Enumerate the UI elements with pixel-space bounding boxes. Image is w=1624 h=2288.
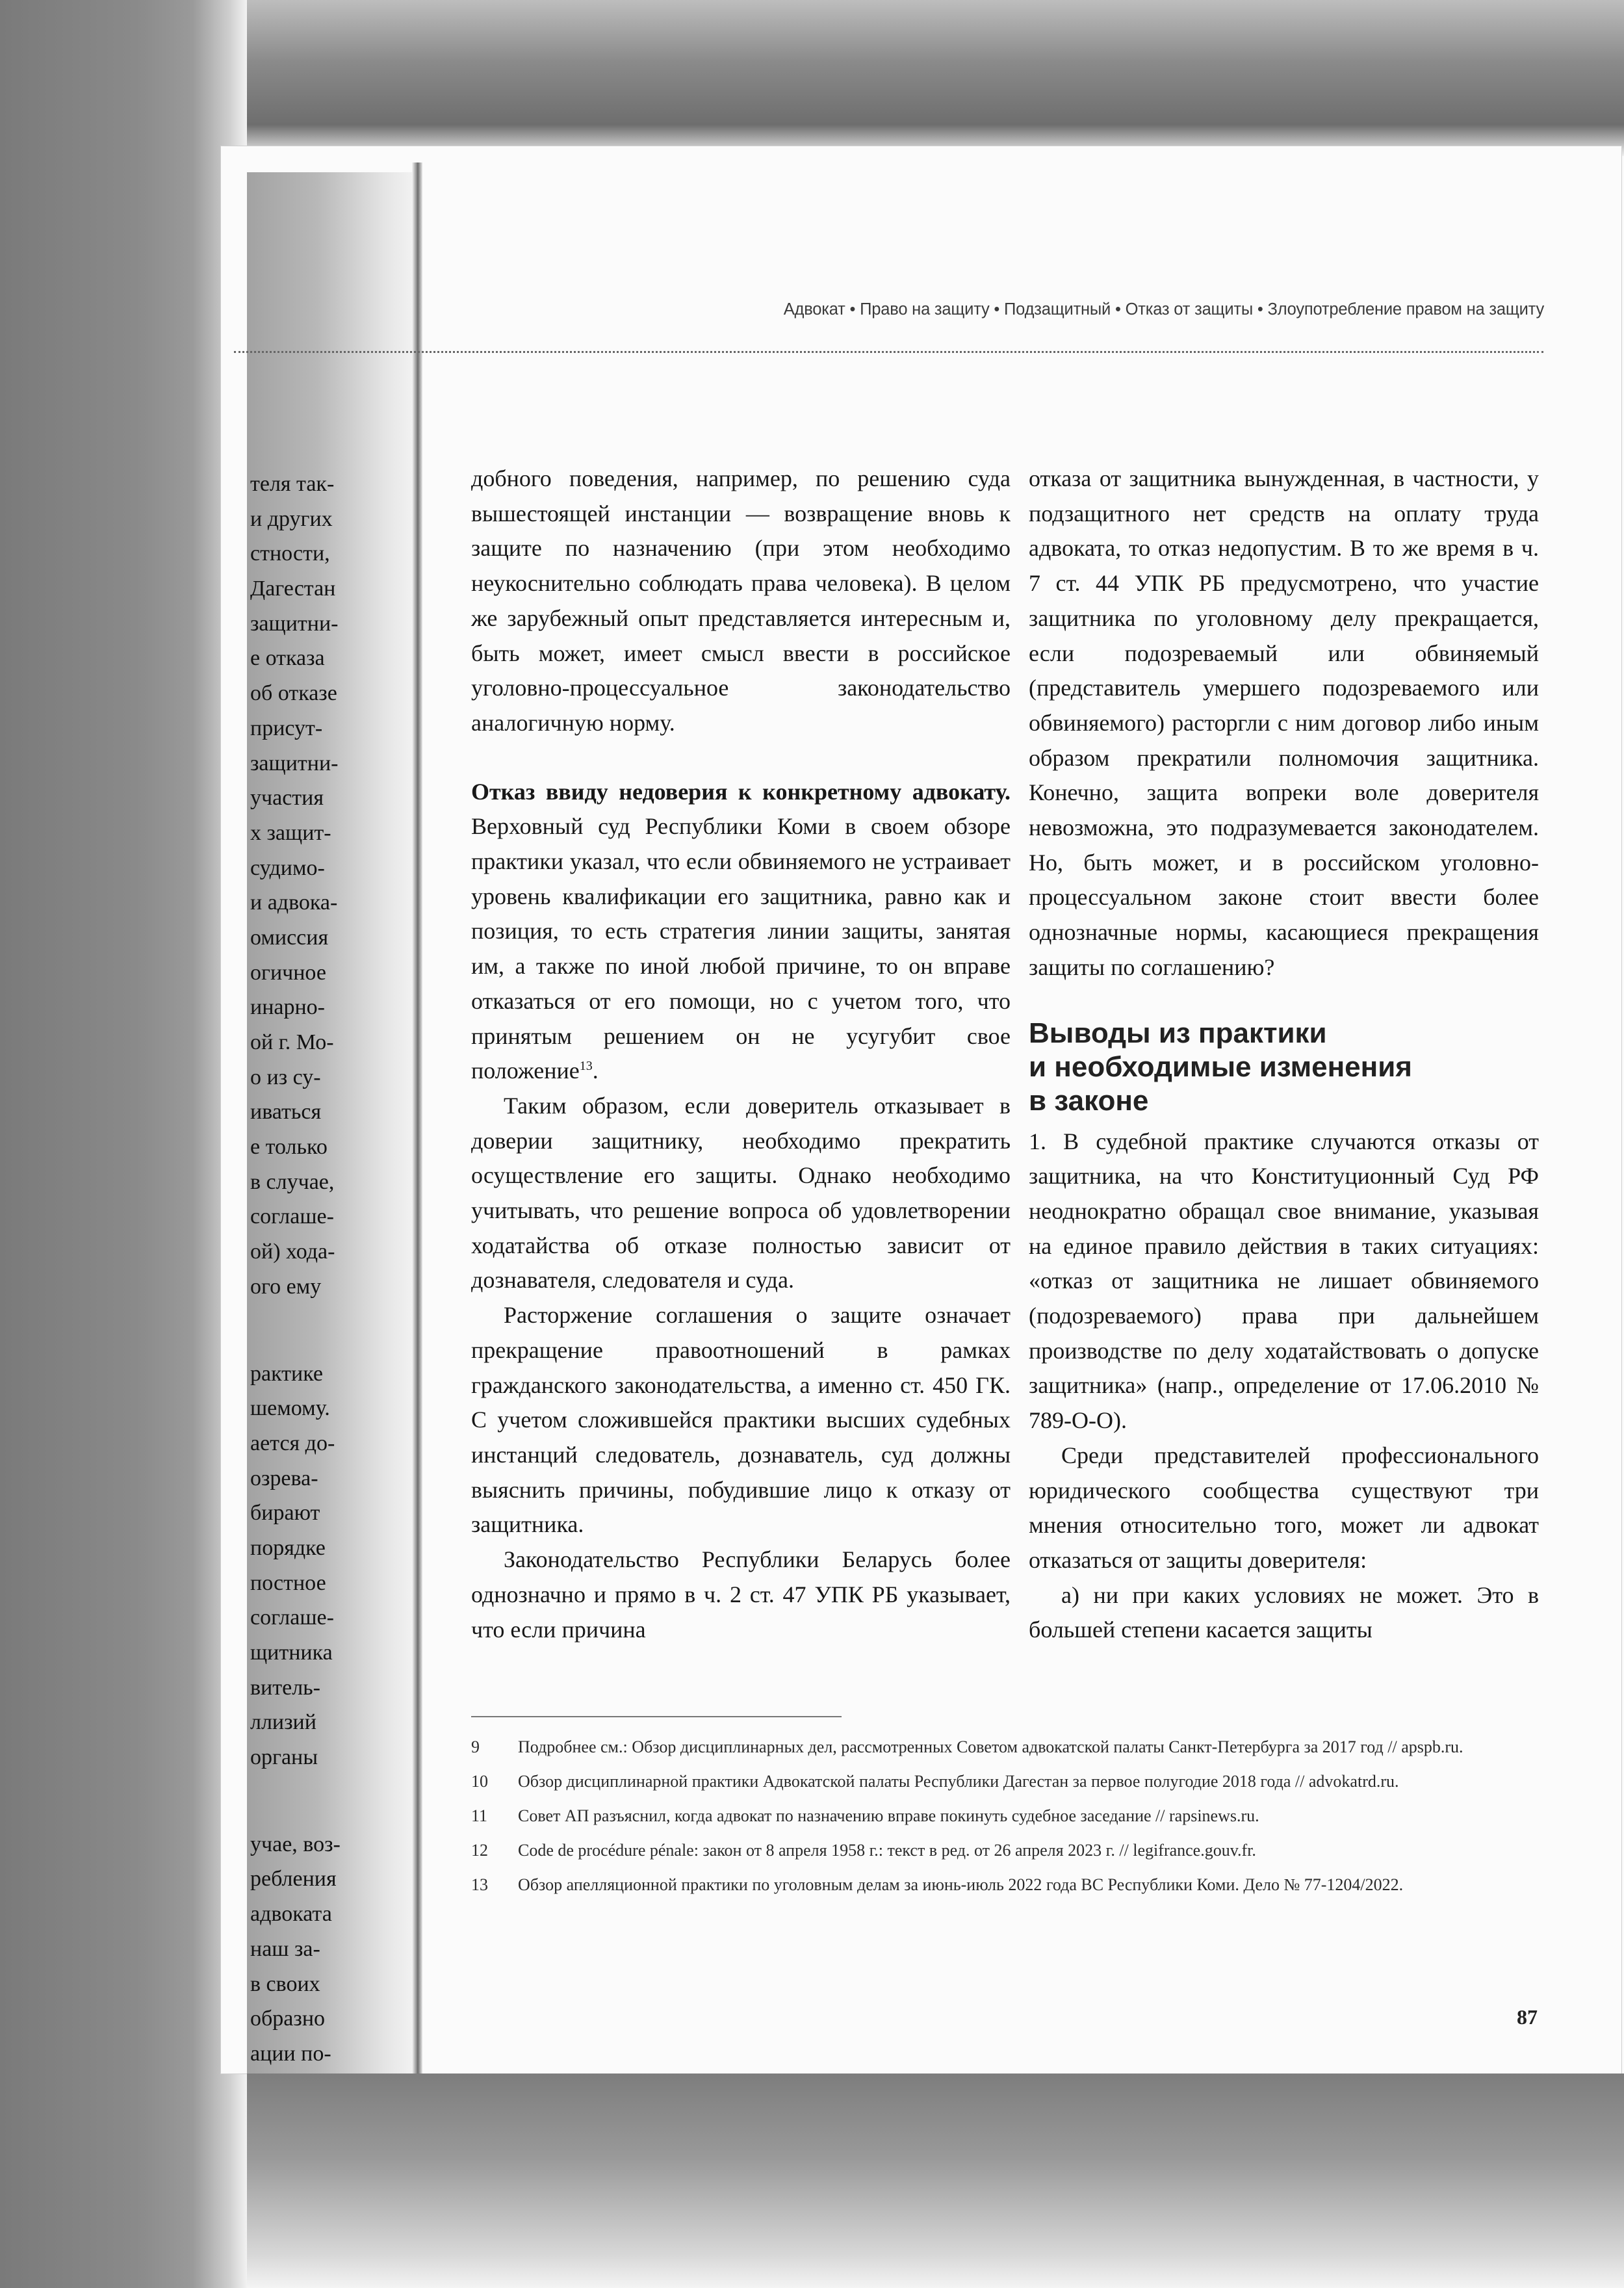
fragment-line: органы	[250, 1745, 318, 1770]
fragment-line: Дагестан	[250, 577, 336, 601]
fragment-line: рактике	[250, 1361, 323, 1386]
paragraph: 1. В судебной практике случаются отказы от защитника, на что Конституционный Суд РФ неоднократно обращал свое внимание, указывая на единое правило действия в таких ситуациях: «отказ от защитника не лишает обвиняемого (подозреваемого) права при дальнейшем производстве по делу ходатайствовать о допуске защитника» (напр., определение от 17.06.2010 № 789-О-О).	[1029, 1128, 1539, 1434]
fragment-line: ой г. Мо-	[250, 1030, 334, 1054]
section-heading: Выводы из практики и необходимые изменения в законе	[1029, 1017, 1412, 1117]
fragment-line: судимо-	[250, 855, 325, 880]
fragment-line: об отказе	[250, 681, 337, 706]
fragment-line: учае, воз-	[250, 1832, 341, 1856]
fragment-line: теля так-	[250, 472, 335, 496]
fragment-line: постное	[250, 1570, 326, 1595]
footnote	[471, 1734, 1539, 1760]
fragment-line: витель-	[250, 1675, 320, 1700]
footnote-number: 11	[471, 1806, 488, 1825]
footnote	[471, 1803, 1539, 1829]
fragment-line: соглаше-	[250, 1204, 334, 1229]
fragment-line: ребления	[250, 1867, 337, 1892]
footnote-text: Code de procédure pénale: закон от 8 апреля 1958 г.: текст в ред. от 26 апреля 2023 г. // legifrance.gouv.fr.	[518, 1841, 1256, 1860]
footnote-number: 12	[471, 1841, 488, 1860]
footnote-text: Совет АП разъяснил, когда адвокат по назначению вправе покинуть судебное заседание // rapsinews.ru.	[518, 1806, 1259, 1825]
footnote	[471, 1769, 1539, 1795]
fragment-line: защитни-	[250, 751, 339, 775]
fragment-line: присут-	[250, 716, 323, 740]
footnote-separator	[471, 1716, 842, 1717]
fragment-line: адвоката	[250, 1902, 332, 1927]
paragraph: отказа от защитника вынужденная, в частности, у подзащитного нет средств на оплату труда адвоката, то отказ недопустим. В то же время в ч. 7 ст. 44 УПК РБ предусмотрено, что участие защитника по уголовному делу прекращается, если подозреваемый или обвиняемый (представитель умершего подозреваемого или обвиняемого) расторгли с ним договор либо иным образом прекратили полномочия защитника. Конечно, защита вопреки воле доверителя невозможна, это подразумевается законодателем. Но, быть может, и в российском уголовно-процессуальном законе стоит ввести более однозначные нормы, касающиеся прекращения защиты по соглашению?	[1029, 465, 1539, 980]
fragment-line: в своих	[250, 1971, 320, 1996]
footnote-number: 13	[471, 1875, 488, 1894]
fragment-line: участия	[250, 786, 324, 811]
paragraph: добного поведения, например, по решению суда вышестоящей инстанции — возвращение вновь к защите по назначению (при этом необходимо неукоснительно соблюдать права человека). В целом же зарубежный опыт представляется интересным и, быть может, имеет смысл ввести в российское уголовно-процессуальное законодательство аналогичную норму.	[471, 465, 1011, 736]
fragment-line: порядке	[250, 1535, 326, 1560]
footnote-number: 9	[471, 1737, 480, 1756]
fragment-line: ается до-	[250, 1431, 335, 1455]
fragment-line: е только	[250, 1135, 328, 1160]
footnote-number: 10	[471, 1772, 488, 1791]
fragment-line: шемому.	[250, 1396, 330, 1421]
fragment-gap	[250, 1775, 413, 1827]
fragment-line: защитни-	[250, 611, 339, 636]
paragraph: Среди представителей профессионального юридического сообщества существуют три мнения относительно того, может ли адвокат отказаться от защиты доверителя:	[1029, 1442, 1539, 1573]
header-dotted-rule	[234, 351, 1543, 353]
fragment-line: образно	[250, 2007, 326, 2031]
fragment-line: о из су-	[250, 1065, 321, 1089]
fragment-line: в случае,	[250, 1169, 335, 1194]
paragraph: Расторжение соглашения о защите означает прекращение правоотношений в рамках гражданского законодательства, а именно ст. 450 ГК. С учетом сложившейся практики высших судебных инстанций следователь, дознаватель, суд должны выяснить причины, побудившие лицо к отказу от защитника.	[471, 1302, 1011, 1538]
scanner-shadow-left	[0, 0, 247, 2288]
fragment-line: щитника	[250, 1641, 333, 1665]
fragment-gap	[250, 1305, 413, 1357]
book-binding-fold	[412, 162, 422, 2074]
fragment-line: стности,	[250, 541, 330, 566]
fragment-line: и других	[250, 506, 333, 531]
fragment-line: ой) хода-	[250, 1240, 335, 1264]
fragment-line: огичное	[250, 960, 326, 985]
fragment-line: х защит-	[250, 820, 331, 845]
text-column-middle	[471, 462, 1011, 1647]
fragment-line: иваться	[250, 1100, 322, 1124]
page-number: 87	[1517, 2005, 1538, 2029]
fragment-line: соглаше-	[250, 1606, 334, 1630]
fragment-line: ации по-	[250, 2041, 331, 2066]
fragment-line: ого ему	[250, 1274, 322, 1299]
fragment-line: бирают	[250, 1501, 320, 1526]
scanner-shadow-bottom	[247, 2074, 1624, 2288]
footnote	[471, 1838, 1539, 1864]
fragment-line: озрева-	[250, 1466, 318, 1490]
paragraph: Таким образом, если доверитель отказывает в доверии защитнику, необходимо прекратить осуществление его защиты. Однако необходимо учитывать, что решение вопроса об удовлетворении ходатайства об отказе полностью зависит от дознавателя, следователя и суда.	[471, 1092, 1011, 1294]
running-header: Адвокат • Право на защиту • Подзащитный • Отказ от защиты • Злоупотребление правом на защиту	[783, 300, 1544, 318]
footnote-text: Обзор дисциплинарной практики Адвокатской палаты Республики Дагестан за первое полугодие 2018 года // advokatrd.ru.	[518, 1772, 1399, 1791]
footnote	[471, 1872, 1539, 1898]
fragment-line: ллизий	[250, 1710, 316, 1735]
fragment-line: наш за-	[250, 1936, 320, 1961]
previous-page-text-fragment	[250, 467, 413, 2072]
paragraph: а) ни при каких условиях не может. Это в большей степени касается защиты	[1029, 1581, 1539, 1643]
fragment-line: омиссия	[250, 925, 329, 950]
fragment-line: е отказа	[250, 646, 325, 671]
footnote-text: Обзор апелляционной практики по уголовным делам за июнь-июль 2022 года ВС Республики Коми. Дело № 77-1204/2022.	[518, 1875, 1404, 1894]
paragraph: Отказ ввиду недоверия к конкретному адвокату. Верховный суд Республики Коми в своем обзоре практики указал, что если обвиняемого не устраивает уровень квалификации его защитника, равно как и позиция, то есть стратегия линии защиты, занятая им, а также по иной любой причине, то он вправе отказаться от его помощи, но с учетом того, что принятым решением он не усугубит свое положение$^{13}$.	[471, 778, 1011, 1084]
paragraph: Законодательство Республики Беларусь более однозначно и прямо в ч. 2 ст. 47 УПК РБ указывает, что если причина	[471, 1546, 1011, 1643]
footnote-ref: 13	[579, 1059, 593, 1074]
footnotes	[471, 1734, 1539, 1906]
footnote-text: Подробнее см.: Обзор дисциплинарных дел, рассмотренных Советом адвокатской палаты Санкт-Петербурга за 2017 год // apspb.ru.	[518, 1737, 1463, 1756]
fragment-line: и адвока-	[250, 890, 338, 915]
text-column-right	[1029, 462, 1539, 1648]
fragment-line: инарно-	[250, 995, 325, 1020]
subsection-lead: Отказ ввиду недоверия к конкретному адвокату.	[471, 778, 1011, 805]
